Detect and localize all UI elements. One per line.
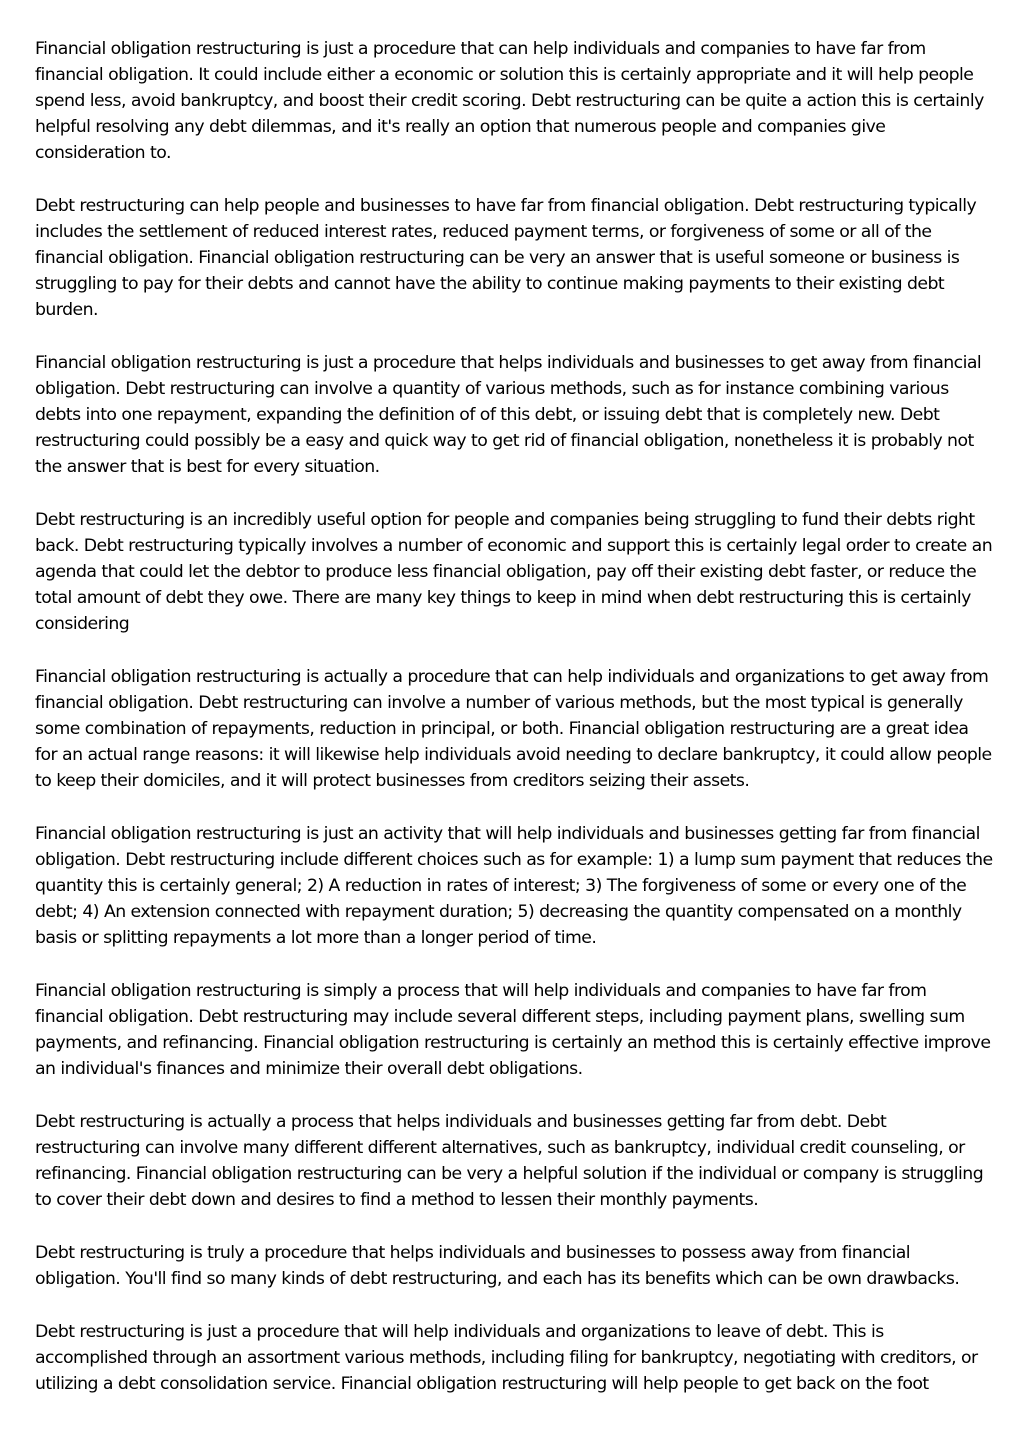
article-body — [35, 36, 993, 1397]
paragraph-8: Debt restructuring is actually a process that helps individuals and businesses getting far from debt. Debt restructuring can involve many different different alternatives, such as bankruptcy, individual credit counseling, or refinancing. Financial obligation restructuring can be very a helpful solution if the individual or company is struggling to cover their debt down and desires to find a method to lessen their monthly payments. — [35, 1112, 984, 1210]
paragraph-2: Debt restructuring can help people and businesses to have far from financial obligation. Debt restructuring typically includes the settlement of reduced interest rates, reduced payment terms, or forgiveness of some or all of the financial obligation. Financial obligation restructuring can be very an answer that is useful someone or business is struggling to pay for their debts and cannot have the ability to continue making payments to their existing debt burden. — [35, 196, 977, 320]
paragraph-5: Financial obligation restructuring is actually a procedure that can help individuals and organizations to get away from financial obligation. Debt restructuring can involve a number of various methods, but the most typical is generally some combination of repayments, reduction in principal, or both. Financial obligation restructuring are a great idea for an actual range reasons: it will likewise help individuals avoid needing to declare bankruptcy, it could allow people to keep their domiciles, and it will protect businesses from creditors seizing their assets. — [35, 667, 992, 791]
paragraph-9: Debt restructuring is truly a procedure that helps individuals and businesses to possess away from financial obligation. You'll find so many kinds of debt restructuring, and each has its benefits which can be own drawbacks. — [35, 1243, 960, 1289]
paragraph-10: Debt restructuring is just a procedure that will help individuals and organizations to leave of debt. This is accomplished through an assortment various methods, including filing for bankruptcy, negotiating with creditors, or utilizing a debt consolidation service. Financial obligation restructuring will help people to get back on the foot — [35, 1322, 978, 1394]
paragraph-6: Financial obligation restructuring is just an activity that will help individuals and businesses getting far from financial obligation. Debt restructuring include different choices such as for example: 1) a lump sum payment that reduces the quantity this is certainly general; 2) A reduction in rates of interest; 3) The forgiveness of some or every one of the debt; 4) An extension connected with repayment duration; 5) decreasing the quantity compensated on a monthly basis or splitting repayments a lot more than a longer period of time. — [35, 824, 993, 948]
paragraph-7: Financial obligation restructuring is simply a process that will help individuals and companies to have far from financial obligation. Debt restructuring may include several different steps, including payment plans, swelling sum payments, and refinancing. Financial obligation restructuring is certainly an method this is certainly effective improve an individual's finances and minimize their overall debt obligations. — [35, 981, 991, 1079]
paragraph-3: Financial obligation restructuring is just a procedure that helps individuals and businesses to get away from financial obligation. Debt restructuring can involve a quantity of various methods, such as for instance combining various debts into one repayment, expanding the definition of of this debt, or issuing debt that is completely new. Debt restructuring could possibly be a easy and quick way to get rid of financial obligation, nonetheless it is probably not the answer that is best for every situation. — [35, 353, 982, 477]
paragraph-4: Debt restructuring is an incredibly useful option for people and companies being struggling to fund their debts right back. Debt restructuring typically involves a number of economic and support this is certainly legal order to create an agenda that could let the debtor to produce less financial obligation, pay off their existing debt faster, or reduce the total amount of debt they owe. There are many key things to keep in mind when debt restructuring this is certainly considering — [35, 510, 993, 634]
paragraph-1: Financial obligation restructuring is just a procedure that can help individuals and companies to have far from financial obligation. It could include either a economic or solution this is certainly appropriate and it will help people spend less, avoid bankruptcy, and boost their credit scoring. Debt restructuring can be quite a action this is certainly helpful resolving any debt dilemmas, and it's really an option that numerous people and companies give consideration to. — [35, 39, 984, 163]
